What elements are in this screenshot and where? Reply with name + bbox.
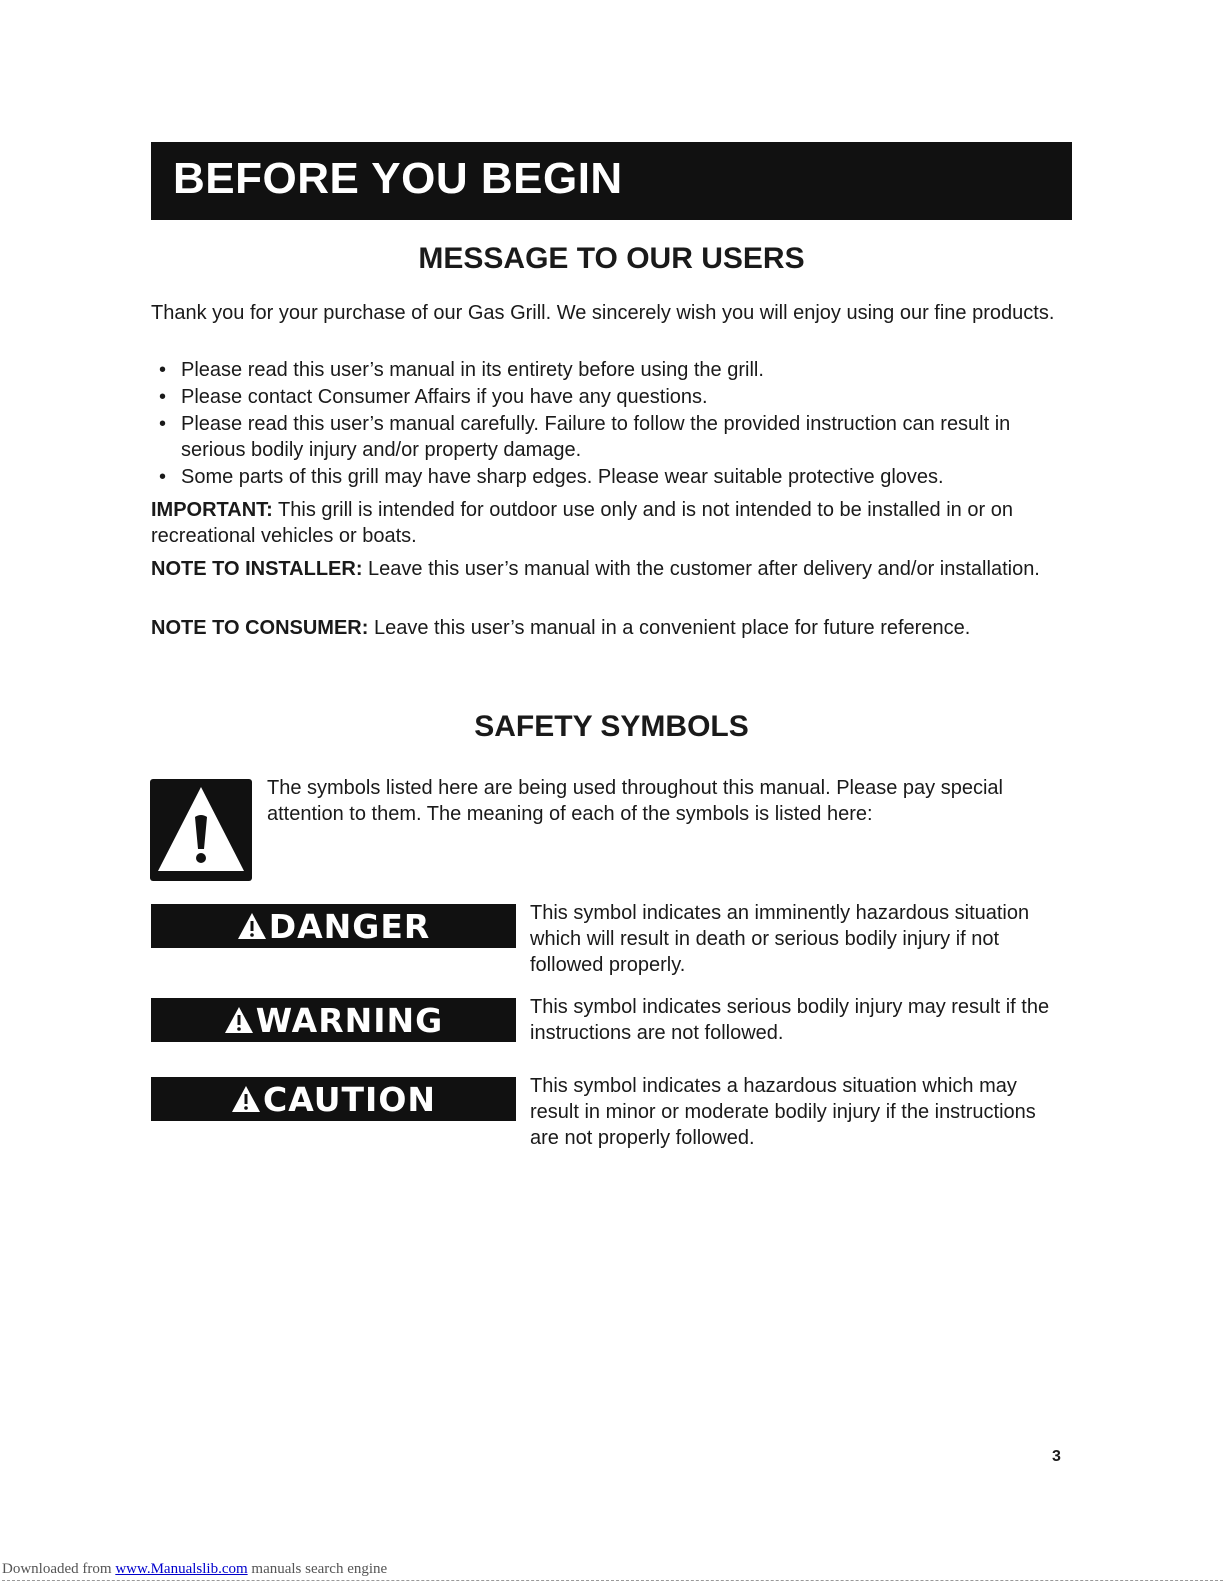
safety-heading: SAFETY SYMBOLS [474,710,749,743]
page-number: 3 [1052,1448,1061,1465]
list-item: • Some parts of this grill may have sharp edges. Please wear suitable protective gloves. [159,466,944,488]
installer-note [151,556,1071,582]
footer-suffix: manuals search engine [247,1561,388,1577]
danger-label [151,904,516,948]
important-label: IMPORTANT: [151,499,273,521]
bullet-icon: • [159,413,167,435]
warning-label [151,998,516,1042]
warning-label-text: WARNING [255,1000,444,1040]
alert-triangle-icon [237,911,267,941]
list-item: • Please contact Consumer Affairs if you have any questions. [159,386,708,408]
caution-description: This symbol indicates a hazardous situation which may result in minor or moderate bodily injury if the instructions are not properly followed. [530,1075,1036,1149]
consumer-text: Leave this user’s manual in a convenient place for future reference. [368,617,971,639]
section-title: BEFORE YOU BEGIN [173,154,623,203]
warning-description: This symbol indicates serious bodily injury may result if the instructions are not followed. [530,996,1050,1044]
consumer-label: NOTE TO CONSUMER: [151,617,369,639]
message-bullet-list [151,357,1071,491]
list-item: • Please read this user’s manual carefully. Failure to follow the provided instruction can result in serious bodily injury and/or property damage. [159,413,1011,461]
caution-label [151,1077,516,1121]
message-heading: MESSAGE TO OUR USERS [418,242,805,275]
message-intro: Thank you for your purchase of our Gas Grill. We sincerely wish you will enjoy using our fine products. [151,302,1055,324]
warning-triangle-icon [150,779,252,881]
list-item: • Please read this user’s manual in its entirety before using the grill. [159,359,764,381]
bullet-icon: • [159,466,167,488]
danger-label-text: DANGER [268,906,431,946]
consumer-note [151,615,1071,641]
caution-label-text: CAUTION [263,1079,436,1119]
download-footer [2,1561,1223,1581]
manualslib-link[interactable]: www.Manualslib.com [115,1561,248,1577]
danger-description: This symbol indicates an imminently hazardous situation which will result in death or serious bodily injury if not followed properly. [530,902,1030,976]
important-note [151,497,1071,549]
important-text: This grill is intended for outdoor use only and is not intended to be installed in or on recreational vehicles or boats. [151,499,1013,547]
alert-triangle-icon [224,1005,254,1035]
installer-text: Leave this user’s manual with the customer after delivery and/or installation. [362,558,1040,580]
bullet-icon: • [159,386,167,408]
installer-label: NOTE TO INSTALLER: [151,558,363,580]
safety-intro: The symbols listed here are being used throughout this manual. Please pay special attention to them. The meaning of each of the symbols is listed here: [267,777,1003,825]
footer-prefix: Downloaded from [2,1561,116,1577]
alert-triangle-icon [231,1084,261,1114]
section-banner [151,142,1072,220]
bullet-icon: • [159,359,167,381]
